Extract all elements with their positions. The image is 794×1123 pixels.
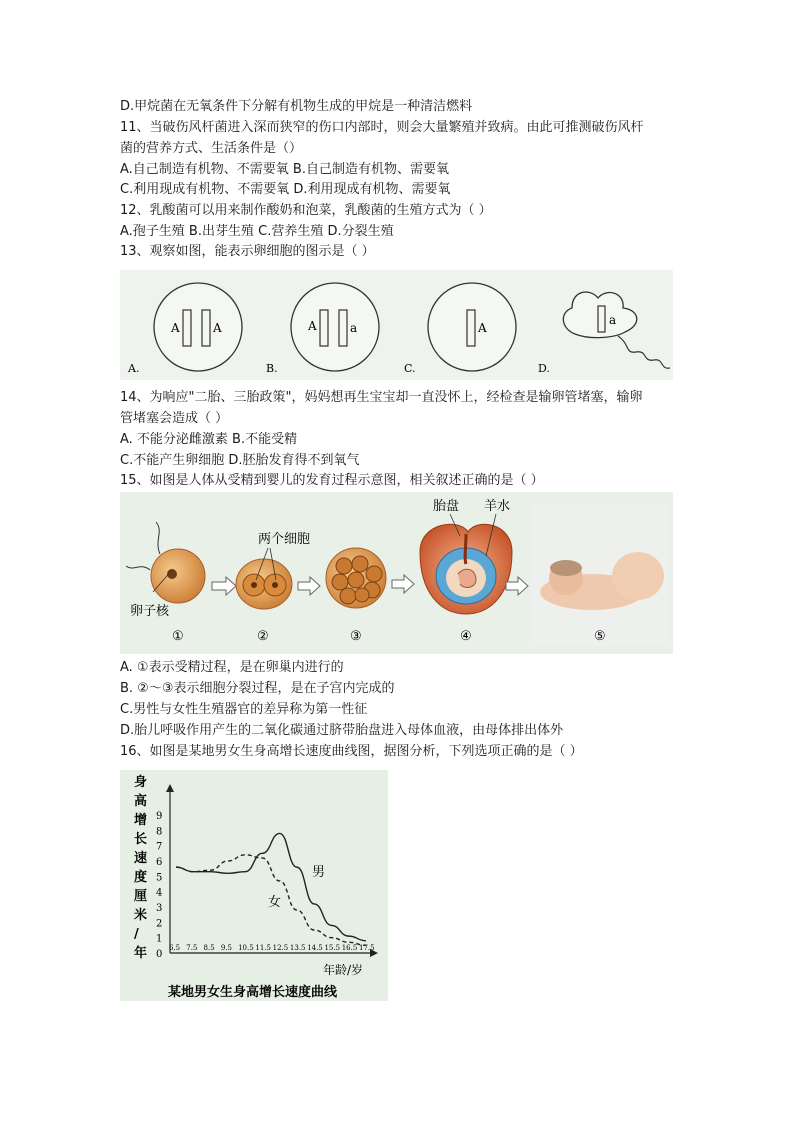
arrow-2 [298, 577, 320, 595]
x-tick-label: 17.5 [359, 944, 375, 952]
question-14: 14、为响应"二胎、三胎政策"，妈妈想再生宝宝却一直没怀上，经检查是输卵管堵塞，输卵 [120, 390, 643, 405]
cell-c [404, 283, 516, 375]
y-tick-label: 4 [156, 887, 163, 899]
morula-stage [326, 548, 386, 644]
y-label-char: 厘 [134, 889, 148, 904]
cell-a [127, 283, 242, 375]
figure-q16 [120, 770, 388, 1001]
svg-text:卵子核: 卵子核 [130, 604, 170, 619]
x-tick-label: 15.5 [324, 944, 341, 952]
chart-title: 某地男女生身高增长速度曲线 [168, 985, 338, 1000]
svg-text:B.: B. [266, 362, 278, 375]
svg-text:羊水: 羊水 [484, 499, 511, 514]
series-line-male [176, 833, 366, 940]
svg-text:C.: C. [404, 362, 416, 375]
svg-text:③: ③ [350, 629, 362, 644]
height-growth-chart [120, 770, 388, 1001]
question-11: 11、当破伤风杆菌进入深而狭窄的伤口内部时，则会大量繁殖并致病。由此可推测破伤风杆 [120, 120, 644, 135]
x-axis-label: 年龄/岁 [323, 963, 364, 977]
series-label-female: 女 [268, 895, 282, 910]
fertilization-stage [126, 522, 205, 644]
question-11-cont: 菌的营养方式、生活条件是（） [120, 141, 303, 156]
development-diagram [120, 492, 673, 654]
question-11-options-cd: C.利用现成有机物、不需要氧 D.利用现成有机物、需要氧 [120, 182, 451, 197]
question-16: 16、如图是某地男女生身高增长速度曲线图，据图分析，下列选项正确的是（ ） [120, 744, 583, 759]
arrow-3 [392, 575, 414, 593]
x-tick-label: 6.5 [169, 944, 181, 952]
svg-text:⑤: ⑤ [594, 629, 606, 644]
svg-text:②: ② [257, 629, 269, 644]
y-tick-label: 2 [156, 918, 163, 930]
svg-text:A: A [171, 321, 180, 335]
svg-text:A: A [308, 319, 317, 333]
y-label-char: 度 [134, 870, 148, 885]
svg-text:D.: D. [538, 362, 550, 375]
y-label-char: 速 [134, 851, 148, 866]
y-axis-arrow [166, 784, 174, 792]
y-label-char: 高 [134, 794, 148, 809]
fetus-in-uterus-stage [420, 498, 512, 644]
y-tick-label: 7 [156, 841, 163, 853]
y-label-char: / [134, 927, 139, 942]
question-14-options-ab: A. 不能分泌雌激素 B.不能受精 [120, 432, 298, 447]
svg-text:胎盘: 胎盘 [433, 499, 460, 514]
y-label-char: 身 [134, 775, 148, 790]
x-tick-label: 9.5 [220, 944, 232, 952]
figure-q15 [120, 492, 673, 654]
svg-text:a: a [350, 321, 358, 335]
y-tick-label: 1 [156, 933, 163, 945]
baby-photo [530, 504, 670, 646]
cell-b [266, 283, 379, 375]
question-15-option-b: B. ②～③表示细胞分裂过程，是在子宫内完成的 [120, 681, 395, 696]
x-tick-label: 7.5 [186, 944, 198, 952]
question-12-options: A.孢子生殖 B.出芽生殖 C.营养生殖 D.分裂生殖 [120, 224, 394, 239]
figure-q13 [120, 270, 673, 380]
x-tick-label: 14.5 [307, 944, 323, 952]
y-axis-label [133, 774, 147, 961]
question-15-option-a: A. ①表示受精过程，是在卵巢内进行的 [120, 660, 344, 675]
svg-text:A.: A. [128, 362, 140, 375]
series-label-male: 男 [312, 865, 326, 880]
y-label-char: 长 [134, 832, 148, 847]
x-tick-label: 10.5 [238, 944, 254, 952]
question-14-cont: 管堵塞会造成（ ） [120, 411, 229, 426]
y-tick-label: 8 [156, 826, 163, 838]
question-15: 15、如图是人体从受精到婴儿的发育过程示意图，相关叙述正确的是（ ） [120, 473, 544, 488]
x-tick-label: 8.5 [203, 944, 215, 952]
question-12: 12、乳酸菌可以用来制作酸奶和泡菜，乳酸菌的生殖方式为（ ） [120, 203, 492, 218]
question-11-options-ab: A.自己制造有机物、不需要氧 B.自己制造有机物、需要氧 [120, 162, 449, 177]
question-15-option-d: D.胎儿呼吸作用产生的二氧化碳通过脐带胎盘进入母体血液，由母体排出体外 [120, 723, 564, 738]
arrow-1 [212, 577, 236, 595]
y-tick-label: 9 [156, 811, 163, 822]
svg-text:A: A [478, 321, 487, 335]
svg-text:A: A [213, 321, 222, 335]
y-tick-label: 0 [156, 949, 163, 960]
question-13: 13、观察如图，能表示卵细胞的图示是（ ） [120, 244, 375, 259]
x-tick-label: 11.5 [255, 944, 271, 952]
x-tick-label: 13.5 [289, 944, 306, 952]
x-tick-label: 12.5 [272, 944, 289, 952]
y-label-char: 米 [134, 908, 148, 923]
y-label-char: 增 [134, 813, 148, 828]
option-d-q10: D.甲烷菌在无氧条件下分解有机物生成的甲烷是一种清洁燃料 [120, 99, 473, 114]
question-14-options-cd: C.不能产生卵细胞 D.胚胎发育得不到氧气 [120, 453, 360, 468]
y-tick-label: 3 [156, 903, 163, 914]
cell-d-sperm [538, 292, 670, 375]
x-tick-label: 16.5 [341, 944, 358, 952]
svg-text:两个细胞: 两个细胞 [258, 532, 311, 547]
y-label-char: 年 [134, 946, 148, 961]
cell-diagram [120, 270, 673, 380]
y-tick-label: 5 [156, 872, 163, 884]
svg-text:a: a [609, 313, 617, 327]
svg-text:④: ④ [460, 629, 472, 644]
y-tick-label: 6 [156, 857, 163, 868]
arrow-4 [506, 577, 528, 595]
svg-text:①: ① [172, 629, 184, 644]
question-15-option-c: C.男性与女性生殖器官的差异称为第一性征 [120, 702, 368, 717]
